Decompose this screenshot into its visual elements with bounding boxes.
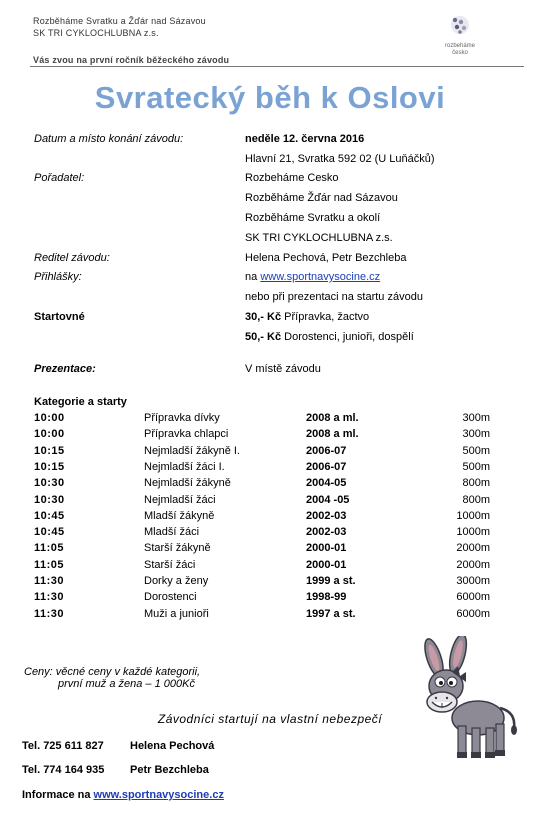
registration-label: Přihlášky:: [34, 271, 82, 283]
start-time: 10:30: [34, 493, 65, 506]
category-row: [0, 526, 540, 542]
category-name: Starší žáci: [144, 558, 196, 571]
start-time: 10:45: [34, 526, 65, 539]
category-name: Dorostenci: [144, 591, 197, 604]
start-time: 10:00: [34, 412, 65, 424]
start-time: 11:05: [34, 558, 65, 571]
start-time: 11:05: [34, 542, 65, 555]
distance: 3000m: [456, 575, 490, 587]
start-time: 10:30: [34, 477, 65, 490]
categories-heading: Kategorie a starty: [34, 396, 127, 408]
distance: 1000m: [456, 526, 490, 539]
logo-icon: [438, 14, 482, 38]
rozbehame-cesko-logo: [438, 14, 482, 60]
fee-label: Startovné: [34, 311, 85, 323]
organizer-3: Rozběháme Svratku a okolí: [245, 212, 381, 224]
contact-name-1: Helena Pechová: [130, 740, 215, 752]
presentation-value: V místě závodu: [245, 363, 321, 375]
birth-years: 2004-05: [306, 477, 347, 490]
director-value: Helena Pechová, Petr Bezchleba: [245, 252, 407, 264]
category-name: Mladší žáci: [144, 526, 200, 539]
category-row: [0, 542, 540, 558]
logo-text-1: rozbeháme: [444, 43, 476, 49]
distance: 6000m: [456, 591, 490, 604]
contact-name-2: Petr Bezchleba: [130, 764, 209, 776]
header-org-line-2: SK TRI CYKLOCHLUBNA z.s.: [33, 28, 159, 38]
registration-link[interactable]: www.sportnavysocine.cz: [260, 271, 381, 283]
organizer-label: Pořadatel:: [34, 172, 85, 184]
organizer-2: Rozběháme Žďár nad Sázavou: [245, 192, 398, 204]
distance: 800m: [462, 477, 490, 490]
birth-years: 2008 a ml.: [306, 428, 359, 441]
category-row: [0, 559, 540, 575]
start-time: 10:45: [34, 509, 65, 522]
organizer-4: SK TRI CYKLOCHLUBNA z.s.: [245, 232, 393, 244]
donkey-illustration: [412, 636, 522, 764]
birth-years: 1998-99: [306, 591, 347, 604]
prizes: [24, 666, 200, 690]
category-row: [0, 591, 540, 607]
birth-years: 2002-03: [306, 509, 347, 522]
category-name: Dorky a ženy: [144, 575, 209, 587]
prizes-line-1: Ceny: věcné ceny v každé kategorii,: [24, 666, 201, 678]
start-time: 11:30: [34, 607, 65, 620]
info-prefix: Informace na: [22, 789, 91, 801]
logo-text-2: česko: [452, 50, 468, 56]
birth-years: 2002-03: [306, 526, 347, 539]
birth-years: 2006-07: [306, 460, 347, 473]
header-invite: Vás zvou na první ročník běžeckého závodu: [33, 55, 230, 65]
header-divider: [30, 66, 524, 67]
start-time: 11:30: [34, 591, 65, 604]
category-row: [0, 608, 540, 624]
category-name: Přípravka chlapci: [144, 428, 229, 441]
distance: 500m: [462, 460, 490, 473]
distance: 6000m: [456, 607, 490, 620]
category-name: Nejmladší žáci: [144, 493, 216, 506]
category-row: [0, 494, 540, 510]
registration-alt: nebo při prezentaci na startu závodu: [245, 291, 423, 303]
start-time: 10:15: [34, 460, 65, 473]
registration-line: [245, 271, 380, 283]
start-time: 11:30: [34, 575, 65, 587]
registration-prefix: na: [245, 271, 258, 283]
category-row: [0, 428, 540, 444]
disclaimer-notice: Závodníci startují na vlastní nebezpečí: [157, 712, 383, 726]
place-value: Hlavní 21, Svratka 592 02 (U Luňáčků): [245, 153, 435, 165]
category-row: [0, 510, 540, 526]
fee-1-amount: 30,- Kč: [245, 311, 282, 323]
start-time: 10:00: [34, 428, 65, 441]
category-name: Nejmladší žáci I.: [144, 460, 225, 473]
distance: 2000m: [456, 558, 490, 571]
birth-years: 1997 a st.: [306, 607, 356, 620]
start-time: 10:15: [34, 444, 65, 457]
director-label: Reditel závodu:: [34, 252, 110, 264]
category-name: Starší žákyně: [144, 542, 211, 555]
category-row: [0, 412, 540, 428]
prizes-line-2: první muž a žena – 1 000Kč: [58, 678, 195, 690]
fee-2-amount: 50,- Kč: [245, 331, 282, 343]
date-value: neděle 12. června 2016: [245, 133, 365, 145]
contact-tel-2: Tel. 774 164 935: [22, 764, 105, 776]
info-line: [22, 789, 224, 801]
category-row: [0, 575, 540, 591]
distance: 800m: [462, 493, 490, 506]
birth-years: 2000-01: [306, 542, 347, 555]
info-link[interactable]: www.sportnavysocine.cz: [93, 789, 224, 801]
birth-years: 1999 a st.: [306, 575, 356, 587]
distance: 300m: [462, 412, 490, 424]
distance: 500m: [462, 444, 490, 457]
donkey-icon: [412, 636, 522, 764]
category-row: [0, 477, 540, 493]
distance: 1000m: [456, 509, 490, 522]
birth-years: 2000-01: [306, 558, 347, 571]
category-name: Nejmladší žákyně I.: [144, 444, 240, 457]
presentation-label: Prezentace:: [34, 363, 96, 375]
category-row: [0, 461, 540, 477]
category-name: Muži a junioři: [144, 607, 209, 620]
contact-tel-1: Tel. 725 611 827: [22, 740, 104, 752]
category-row: [0, 445, 540, 461]
date-label: Datum a místo konání závodu:: [34, 133, 184, 145]
fee-2: [245, 331, 414, 343]
fee-1: [245, 311, 369, 323]
page-title: Svratecký běh k Oslovi: [94, 80, 446, 115]
birth-years: 2008 a ml.: [306, 412, 359, 424]
category-name: Mladší žákyně: [144, 509, 215, 522]
birth-years: 2004 -05: [306, 493, 350, 506]
birth-years: 2006-07: [306, 444, 347, 457]
distance: 2000m: [456, 542, 490, 555]
fee-1-desc: Přípravka, žactvo: [284, 311, 370, 323]
organizer-1: Rozbeháme Cesko: [245, 172, 339, 184]
header-org-line-1: Rozběháme Svratku a Žďár nad Sázavou: [33, 16, 206, 26]
distance: 300m: [462, 428, 490, 441]
category-name: Nejmladší žákyně: [144, 477, 231, 490]
category-name: Přípravka dívky: [144, 412, 220, 424]
fee-2-desc: Dorostenci, junioři, dospělí: [284, 331, 414, 343]
